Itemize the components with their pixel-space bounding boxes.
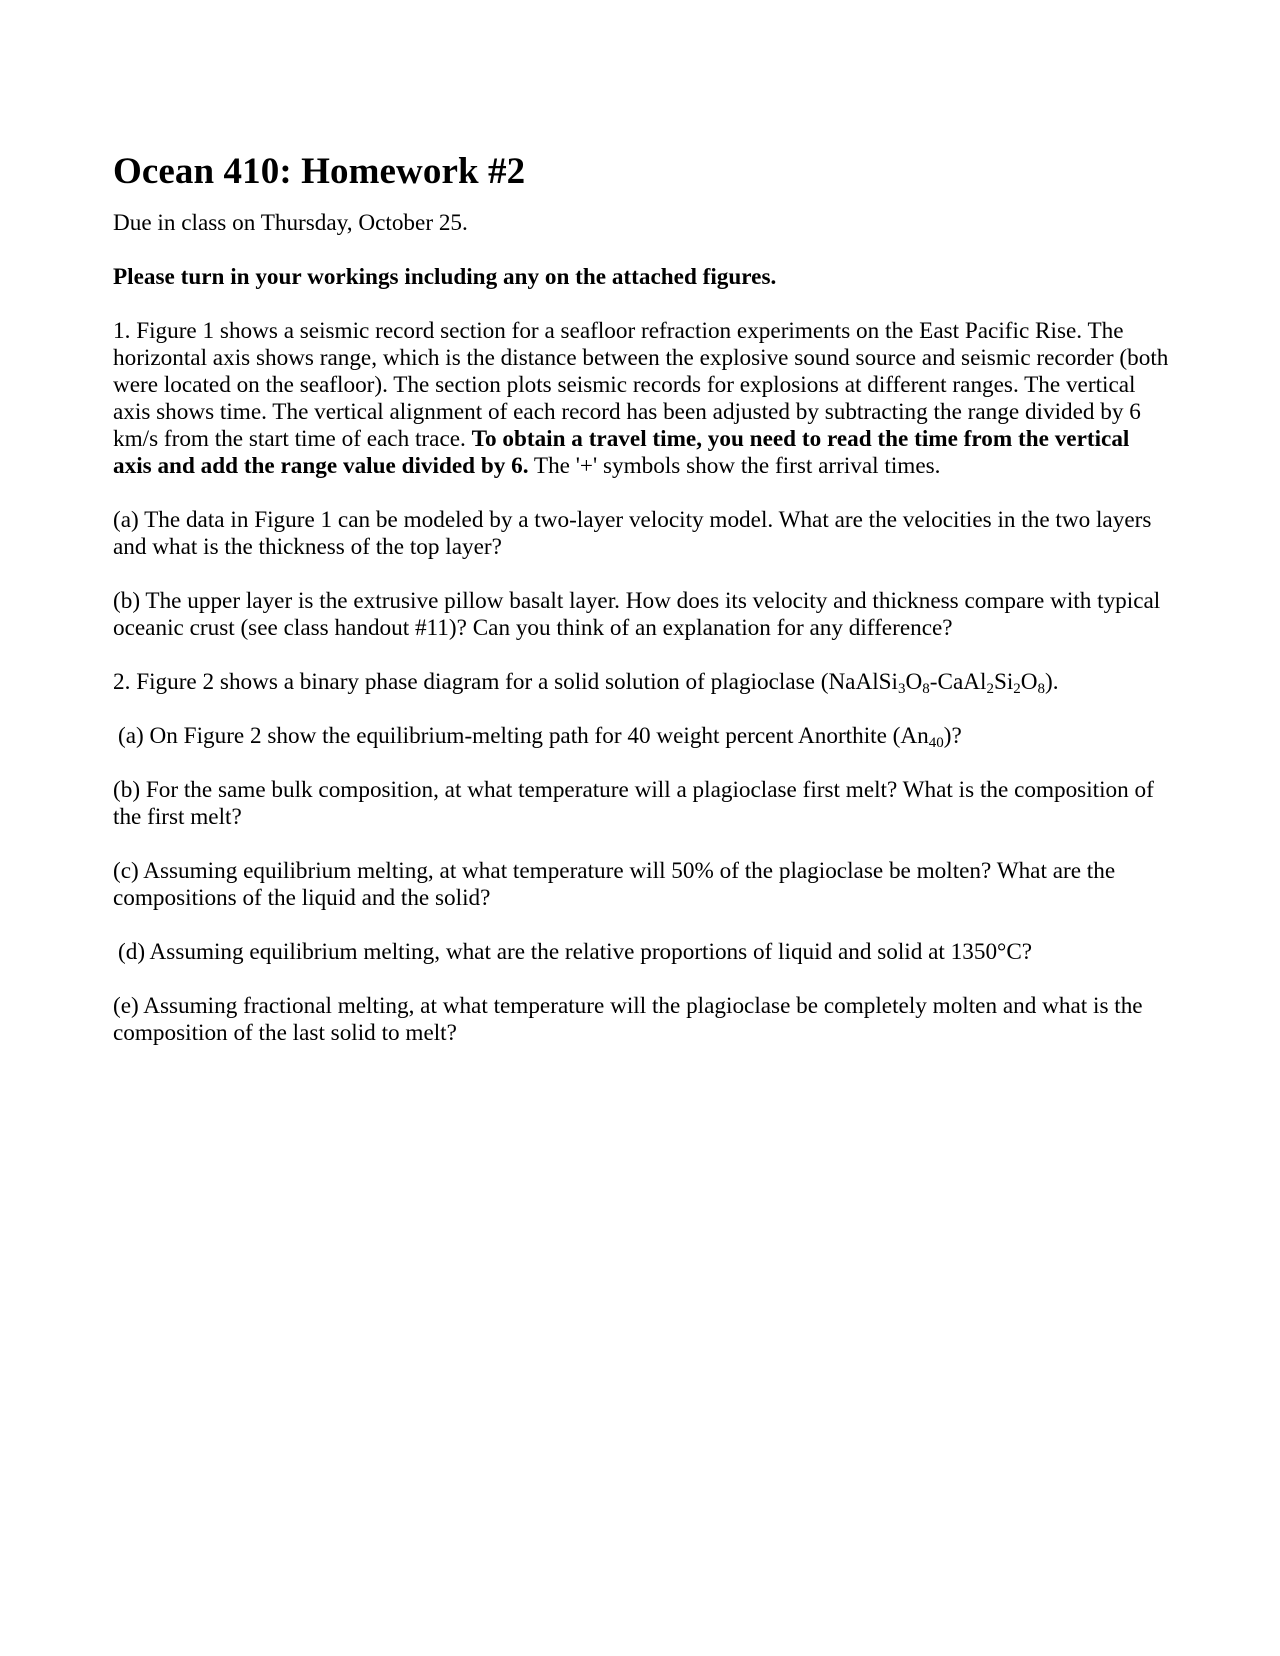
- formula-part: O: [905, 669, 923, 695]
- formula-subscript: 8: [922, 681, 930, 697]
- formula-subscript: 8: [1037, 681, 1046, 697]
- question-1-bold-text: To obtain a travel time, you need to read the time from the vertical axis and add the range value divided by 6.: [113, 426, 1130, 479]
- formula-part: -CaAl: [929, 669, 987, 695]
- question-2a-text: (a) On Figure 2 show the equilibrium-melting path for 40 weight percent Anorthite (An: [118, 723, 929, 749]
- formula-part: Si: [993, 669, 1014, 695]
- question-2d: (d) Assuming equilibrium melting, what are the relative proportions of liquid and solid at 1350°C?: [118, 939, 1033, 965]
- page-title: Ocean 410: Homework #2: [113, 151, 526, 192]
- formula-subscript: 2: [1013, 681, 1021, 697]
- document-page: [113, 150, 1173, 1074]
- question-2b: (b) For the same bulk composition, at what temperature will a plagioclase first melt? What is the composition of the first melt?: [113, 777, 1154, 830]
- due-date: Due in class on Thursday, October 25.: [113, 210, 468, 236]
- question-1a: (a) The data in Figure 1 can be modeled by a two-layer velocity model. What are the velocities in the two layers and what is the thickness of the top layer?: [113, 507, 1152, 560]
- instruction: Please turn in your workings including any on the attached figures.: [113, 264, 777, 290]
- formula-subscript: 2: [986, 681, 994, 697]
- formula-part: ).: [1045, 669, 1059, 695]
- question-2-text: 2. Figure 2 shows a binary phase diagram for a solid solution of plagioclase (NaAlSi: [113, 669, 899, 695]
- question-1-text-b: The '+' symbols show the first arrival times.: [528, 453, 941, 479]
- question-1b: (b) The upper layer is the extrusive pillow basalt layer. How does its velocity and thickness compare with typical oceanic crust (see class handout #11)? Can you think of an explanation for any difference?: [113, 588, 1161, 641]
- formula-part: O: [1020, 669, 1038, 695]
- question-1-text-a: 1. Figure 1 shows a seismic record section for a seafloor refraction experiments on the East Pacific Rise. The horizontal axis shows range, which is the distance between the explosive sound source and seismic recorder (both were located on the seafloor). The section plots seismic records for explosions at different ranges. The vertical axis shows time. The vertical alignment of each record has been adjusted by subtracting the range divided by 6 km/s from the start time of each trace.: [113, 318, 1169, 452]
- question-1-intro: [113, 318, 1173, 480]
- question-2c: (c) Assuming equilibrium melting, at what temperature will 50% of the plagioclase be molten? What are the compositions of the liquid and the solid?: [113, 858, 1116, 911]
- formula-subscript: 3: [898, 681, 906, 697]
- question-2e: (e) Assuming fractional melting, at what temperature will the plagioclase be completely molten and what is the composition of the last solid to melt?: [113, 993, 1143, 1046]
- question-2a: [113, 723, 1173, 750]
- anorthite-subscript: 40: [928, 735, 944, 751]
- question-2-intro: [113, 669, 1173, 696]
- question-2a-end: )?: [943, 723, 962, 749]
